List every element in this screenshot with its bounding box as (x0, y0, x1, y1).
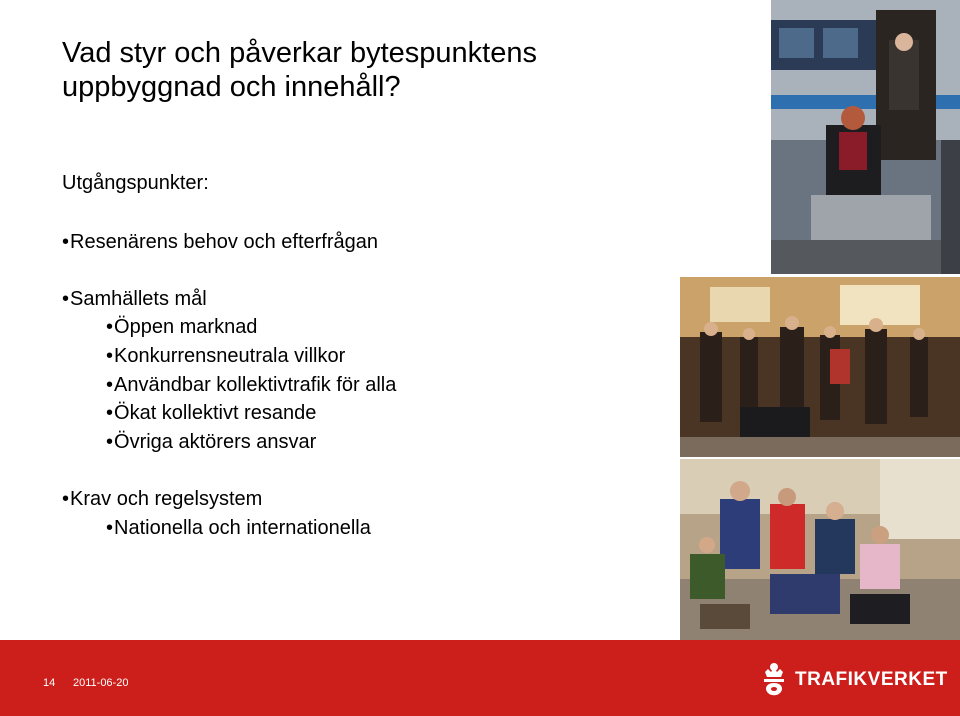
sub-bullet-item: • Ökat kollektivt resande (106, 401, 316, 425)
bullet-item: • Samhällets mål (62, 287, 207, 311)
station-crowd-photo (680, 277, 960, 457)
sub-bullet-item: • Användbar kollektivtrafik för alla (106, 373, 396, 397)
intro-text: Utgångspunkter: (62, 172, 209, 194)
slide-title (62, 36, 662, 104)
title-line-1: Vad styr och påverkar bytespunktens (62, 37, 537, 69)
title-line-2: uppbyggnad och innehåll? (62, 71, 401, 103)
slide-footer (0, 640, 960, 716)
sub-bullet-item: • Nationella och internationella (106, 516, 371, 540)
page-number: 14 (43, 677, 56, 689)
bullet-item: • Krav och regelsystem (62, 487, 262, 511)
bullet-item: • Resenärens behov och efterfrågan (62, 230, 378, 254)
sub-bullet-item: • Övriga aktörers ansvar (106, 430, 316, 454)
brand-logo-text: TRAFIKVERKET (795, 669, 948, 690)
sub-bullet-item: • Öppen marknad (106, 315, 257, 339)
waiting-travelers-photo (680, 459, 960, 640)
sub-bullet-item: • Konkurrensneutrala villkor (106, 344, 345, 368)
footer-date: 2011-06-20 (73, 677, 129, 689)
train-wheelchair-lift-photo (771, 0, 960, 274)
